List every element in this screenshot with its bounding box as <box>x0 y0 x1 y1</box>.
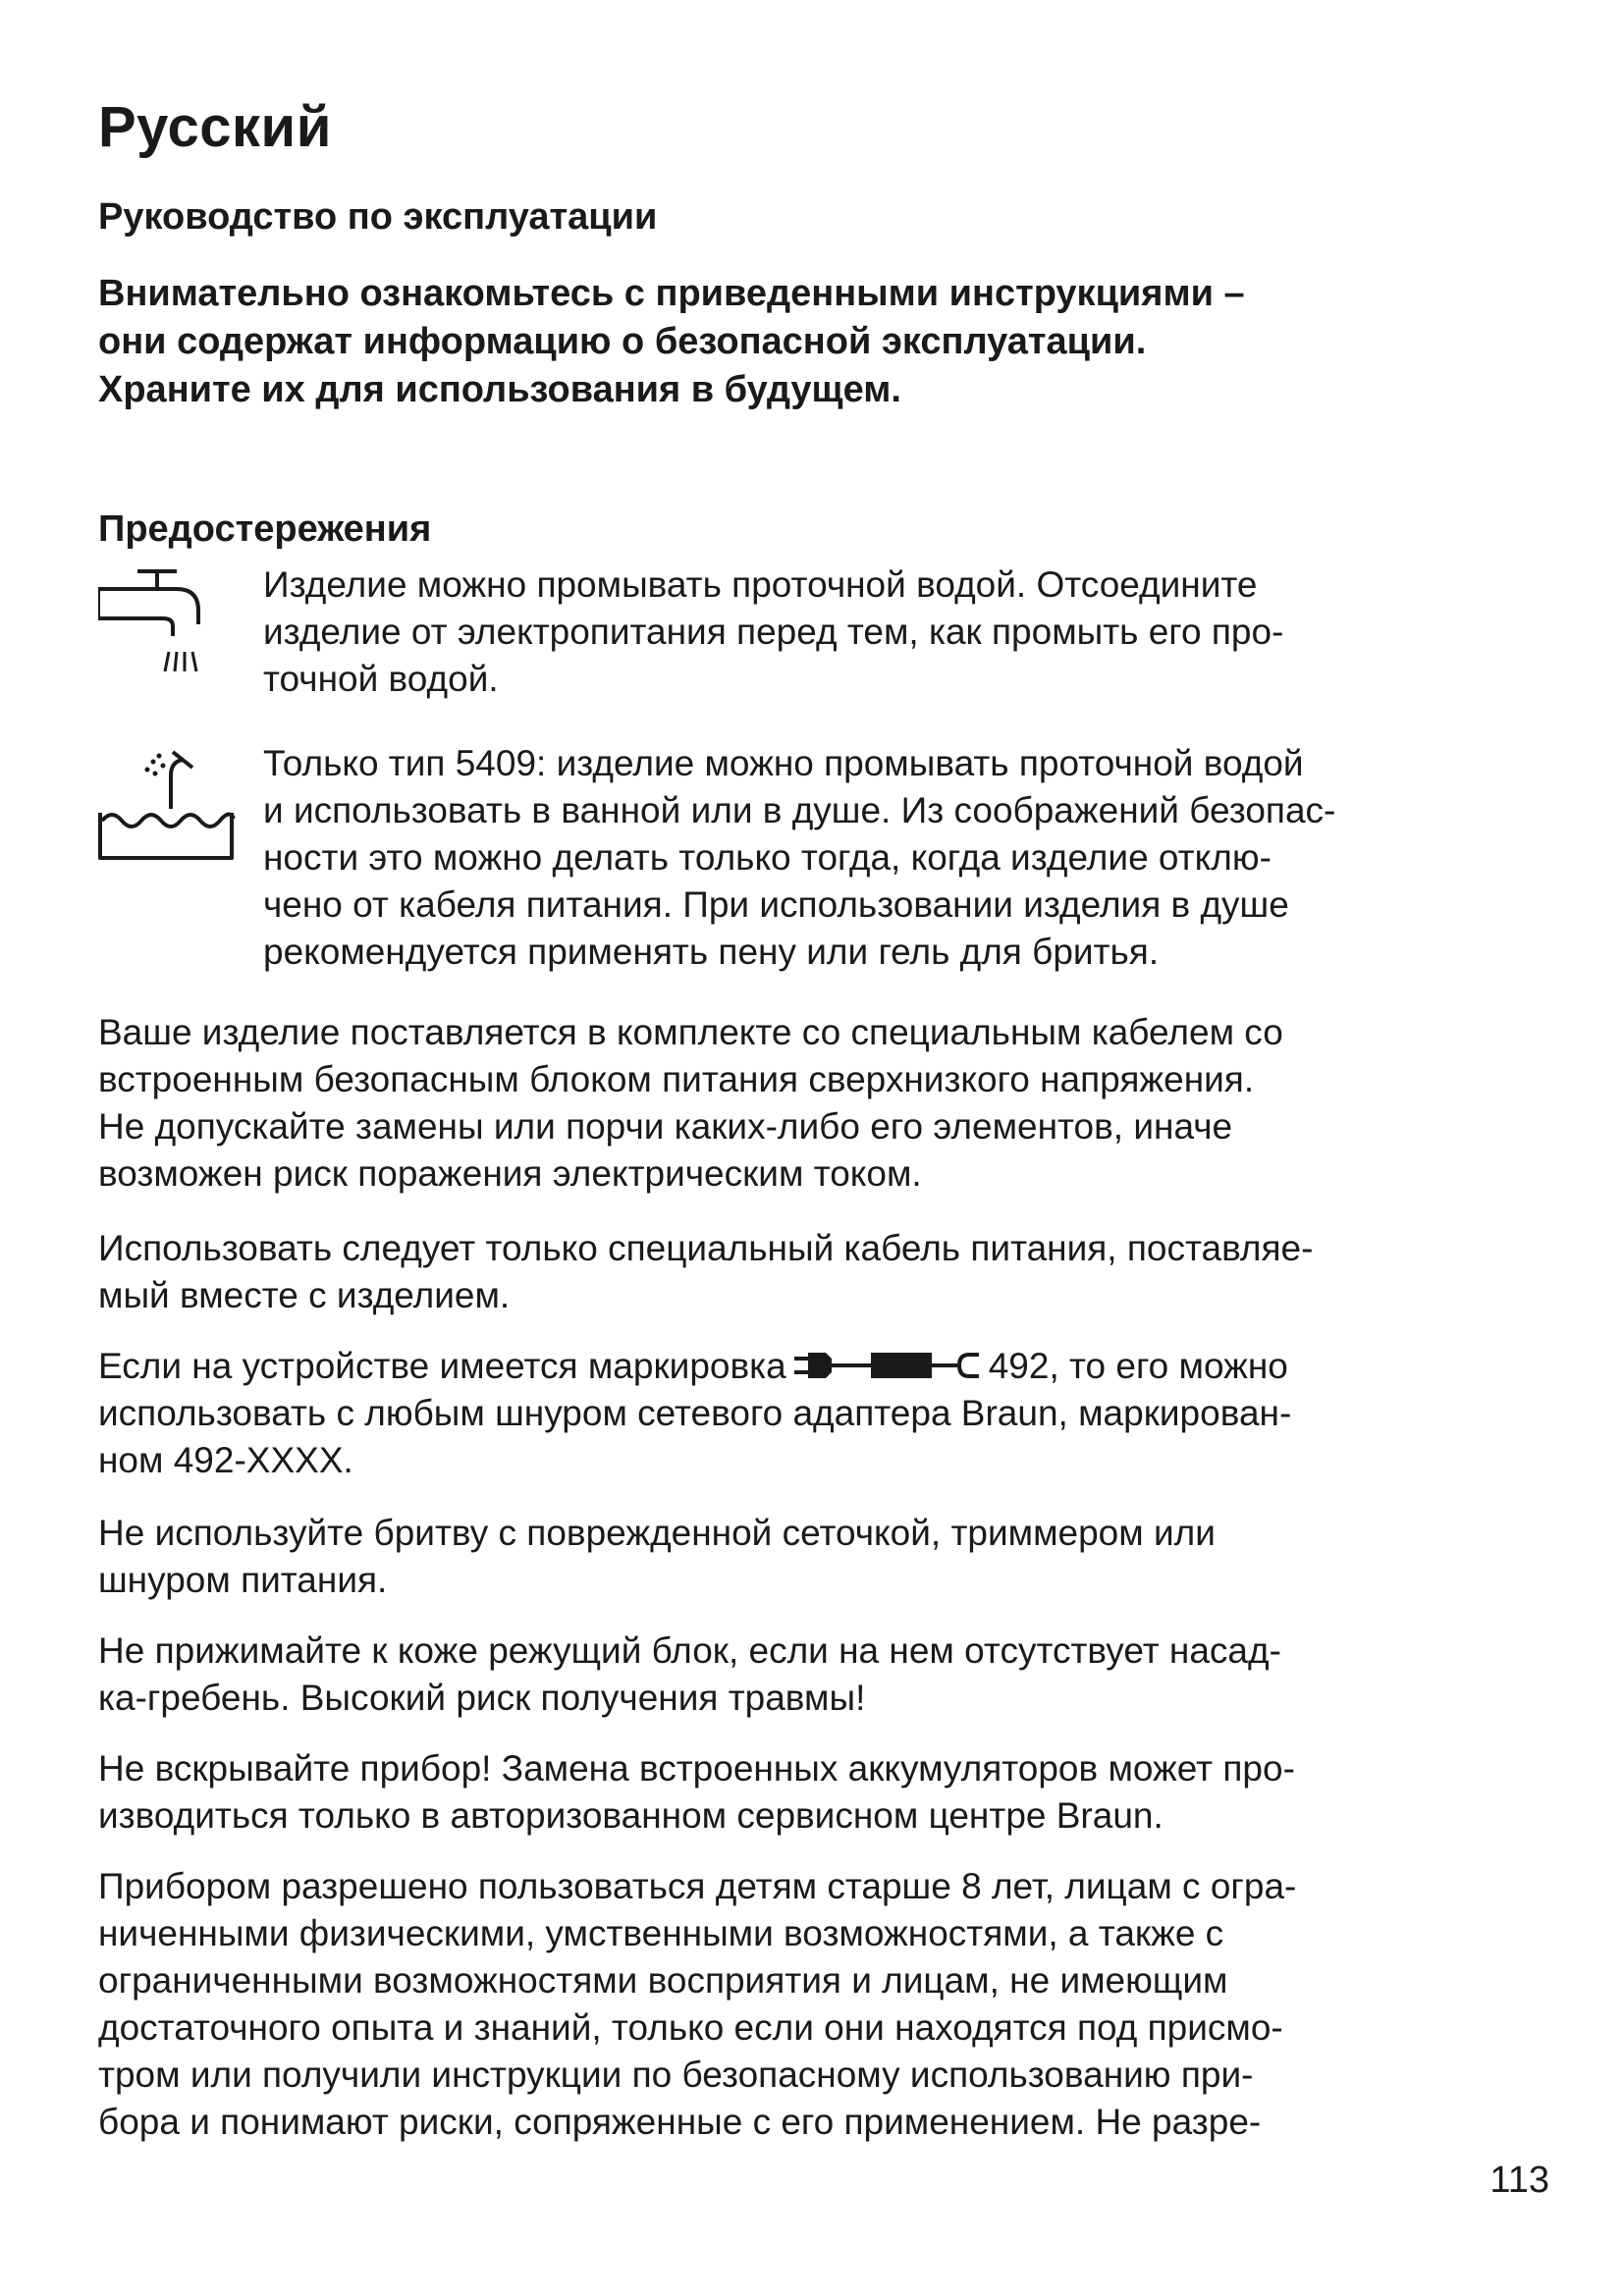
text-line: Не вскрывайте прибор! Замена встроенных аккумуляторов может про- <box>98 1748 1295 1789</box>
text-line: изделие от электропитания перед тем, как промыть его про- <box>263 612 1284 652</box>
text-line-with-symbol <box>98 1343 1551 1390</box>
text-line: чено от кабеля питания. При использовании изделия в душе <box>263 884 1289 925</box>
paragraph-do-not-open <box>98 1745 1551 1840</box>
language-title: Русский <box>98 95 332 159</box>
warning-text <box>263 740 1551 976</box>
text-line: ности это можно делать только тогда, когда изделие отклю- <box>263 837 1272 878</box>
page-number: 113 <box>1489 2160 1549 2201</box>
text-line: Только тип 5409: изделие можно промывать проточной водой <box>263 743 1304 783</box>
text-line: шнуром питания. <box>98 1560 388 1600</box>
text-line: Не используйте бритву с поврежденной сеточкой, триммером или <box>98 1513 1216 1553</box>
paragraph-comb-attachment <box>98 1628 1551 1722</box>
paragraph-power-unit <box>98 1009 1551 1198</box>
warning-item-rinse <box>98 561 1551 709</box>
text-line: точной водой. <box>263 659 499 699</box>
text-line: Использовать следует только специальный кабель питания, поставляе- <box>98 1228 1314 1268</box>
text-line: использовать с любым шнуром сетевого адаптера Braun, маркирован- <box>98 1393 1292 1433</box>
text-line: встроенным безопасным блоком питания сверхнизкого напряжения. <box>98 1059 1255 1099</box>
text-line: достаточного опыта и знаний, только если они находятся под присмо- <box>98 2007 1283 2048</box>
paragraph-marking <box>98 1343 1551 1484</box>
text-line: мый вместе с изделием. <box>98 1275 511 1315</box>
marking-text-before: Если на устройстве имеется маркировка <box>98 1346 786 1386</box>
text-line: тром или получили инструкции по безопасному использованию при- <box>98 2055 1254 2095</box>
text-line: возможен риск поражения электрическим током. <box>98 1153 922 1194</box>
text-line: ниченными физическими, умственными возможностями, а также с <box>98 1913 1224 1953</box>
bath-shower-icon <box>98 748 236 876</box>
text-line: Ваше изделие поставляется в комплекте со специальным кабелем со <box>98 1012 1283 1052</box>
text-line: ограниченными возможностями восприятия и лицам, не имеющим <box>98 1960 1228 2001</box>
text-line: рекомендуется применять пену или гель для бритья. <box>263 932 1160 972</box>
intro-line: они содержат информацию о безопасной эксплуатации. <box>98 321 1147 362</box>
text-line: ка-гребень. Высокий риск получения травмы! <box>98 1678 866 1718</box>
text-line: Не прижимайте к коже режущий блок, если на нем отсутствует насад- <box>98 1630 1281 1671</box>
warning-text <box>263 561 1551 703</box>
text-line: Изделие можно промывать проточной водой. Отсоедините <box>263 564 1258 605</box>
text-line: и использовать в ванной или в душе. Из соображений безопас- <box>263 790 1336 830</box>
text-line: Не допускайте замены или порчи каких-либо его элементов, иначе <box>98 1106 1233 1147</box>
cable-plug-symbol-icon <box>792 1349 983 1382</box>
faucet-water-icon <box>98 561 216 679</box>
paragraph-cable-only <box>98 1225 1551 1319</box>
text-line: Прибором разрешено пользоваться детям старше 8 лет, лицам с огра- <box>98 1866 1297 1906</box>
paragraph-damaged-shaver <box>98 1510 1551 1604</box>
manual-subtitle: Руководство по эксплуатации <box>98 196 658 238</box>
marking-text-after: 492, то его можно <box>988 1346 1288 1386</box>
paragraph-children-use <box>98 1863 1551 2146</box>
warning-item-shower <box>98 740 1551 986</box>
text-line: ном 492-XXXX. <box>98 1440 353 1480</box>
text-line: бора и понимают риски, сопряженные с его применением. Не разре- <box>98 2102 1262 2142</box>
intro-line: Внимательно ознакомьтесь с приведенными инструкциями – <box>98 273 1245 314</box>
intro-notice <box>98 270 1551 414</box>
warnings-heading: Предостережения <box>98 508 432 550</box>
text-line: изводиться только в авторизованном сервисном центре Braun. <box>98 1795 1164 1836</box>
intro-line: Храните их для использования в будущем. <box>98 369 901 410</box>
